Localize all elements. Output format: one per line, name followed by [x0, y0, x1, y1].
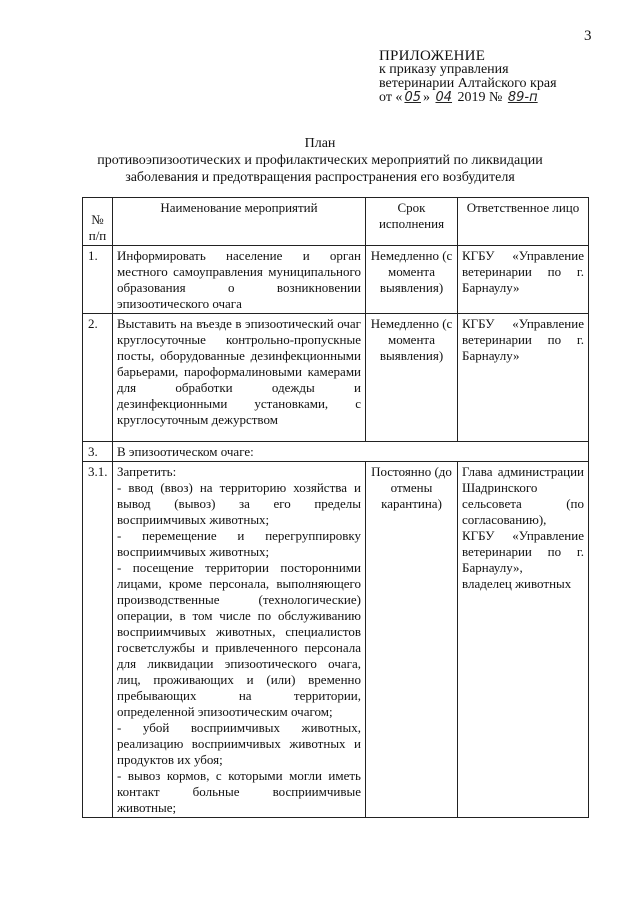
- plan-heading: [0, 135, 640, 186]
- row-1-resp: КГБУ «Управление ветеринарии по г. Барнаулу»: [458, 246, 589, 314]
- appendix-block: [379, 49, 557, 105]
- row-3-1-resp: [458, 462, 589, 818]
- plan-subtitle-1: противоэпизоотических и профилактических мероприятий по ликвидации: [97, 153, 543, 168]
- row-3-1-action: [113, 462, 366, 818]
- date-prefix: от «: [379, 90, 403, 105]
- row-3-num: 3.: [83, 442, 113, 462]
- handwritten-order-number: 89-п: [507, 90, 538, 105]
- header-num: № п/п: [83, 198, 113, 246]
- row-2-resp: КГБУ «Управление ветеринарии по г. Барнаулу»: [458, 314, 589, 442]
- resp-line: КГБУ «Управление ветеринарии по г. Барнаулу»,: [462, 528, 584, 575]
- row-3-section-title: В эпизоотическом очаге:: [113, 442, 589, 462]
- measures-table: [82, 197, 589, 818]
- table-header-row: [83, 198, 589, 246]
- appendix-line-2: ветеринарии Алтайского края: [379, 76, 557, 91]
- header-action: Наименование мероприятий: [113, 198, 366, 246]
- list-item: - ввод (ввоз) на территорию хозяйства и вывод (вывоз) за его пределы восприимчивых животных;: [117, 480, 361, 527]
- list-item: - перемещение и перегруппировку восприимчивых животных;: [117, 528, 361, 559]
- handwritten-day: 05: [404, 90, 421, 105]
- resp-line: Глава администрации Шадринского сельсовета (по согласованию),: [462, 464, 584, 527]
- table-row: [83, 314, 589, 442]
- resp-line: владелец животных: [462, 576, 572, 591]
- list-item: - вывоз кормов, с которыми могли иметь контакт больные восприимчивые животные;: [117, 768, 361, 815]
- plan-subtitle-2: заболевания и предотвращения распространения его возбудителя: [125, 170, 515, 185]
- row-2-term: Немедленно (с момента выявления): [366, 314, 458, 442]
- appendix-title: ПРИЛОЖЕНИЕ: [379, 48, 486, 64]
- date-mid: »: [422, 90, 430, 105]
- prohibition-list: [117, 480, 361, 816]
- row-1-num: 1.: [83, 246, 113, 314]
- row-3-1-intro: Запретить:: [117, 464, 177, 479]
- table-section-row: [83, 442, 589, 462]
- table-row: [83, 462, 589, 818]
- list-item: - убой восприимчивых животных, реализацию восприимчивых животных и продуктов их убоя;: [117, 720, 361, 767]
- row-2-num: 2.: [83, 314, 113, 442]
- plan-title: План: [304, 136, 336, 151]
- date-year: 2019 №: [457, 90, 503, 105]
- row-2-action: Выставить на въезде в эпизоотический очаг круглосуточные контрольно-пропускные посты, оборудованные дезинфекционными барьерами, пароформалиновыми камерами для обработки одежды и дезинфекционными установками, с круглосуточным дежурством: [113, 314, 366, 442]
- header-resp: Ответственное лицо: [458, 198, 589, 246]
- list-item: - посещение территории посторонними лицами, кроме персонала, выполняющего производственные (технологические) операции, в том числе по обслуживанию восприимчивых животных, специалистов госветслужбы и привлеченного персонала для ликвидации эпизоотического очага, лиц, проживающих и (или) временно пребывающих на территории, определенной эпизоотическим очагом;: [117, 560, 361, 719]
- row-3-1-num: 3.1.: [83, 462, 113, 818]
- header-term: Срок исполнения: [366, 198, 458, 246]
- row-3-1-term: Постоянно (до отмены карантина): [366, 462, 458, 818]
- appendix-date-line: [379, 91, 557, 105]
- row-1-action: Информировать население и орган местного самоуправления муниципального образования о возникновении эпизоотического очага: [113, 246, 366, 314]
- handwritten-month: 04: [435, 90, 453, 105]
- page-number: 3: [584, 28, 592, 44]
- row-1-term: Немедленно (с момента выявления): [366, 246, 458, 314]
- appendix-line-1: к приказу управления: [379, 62, 509, 77]
- table-row: [83, 246, 589, 314]
